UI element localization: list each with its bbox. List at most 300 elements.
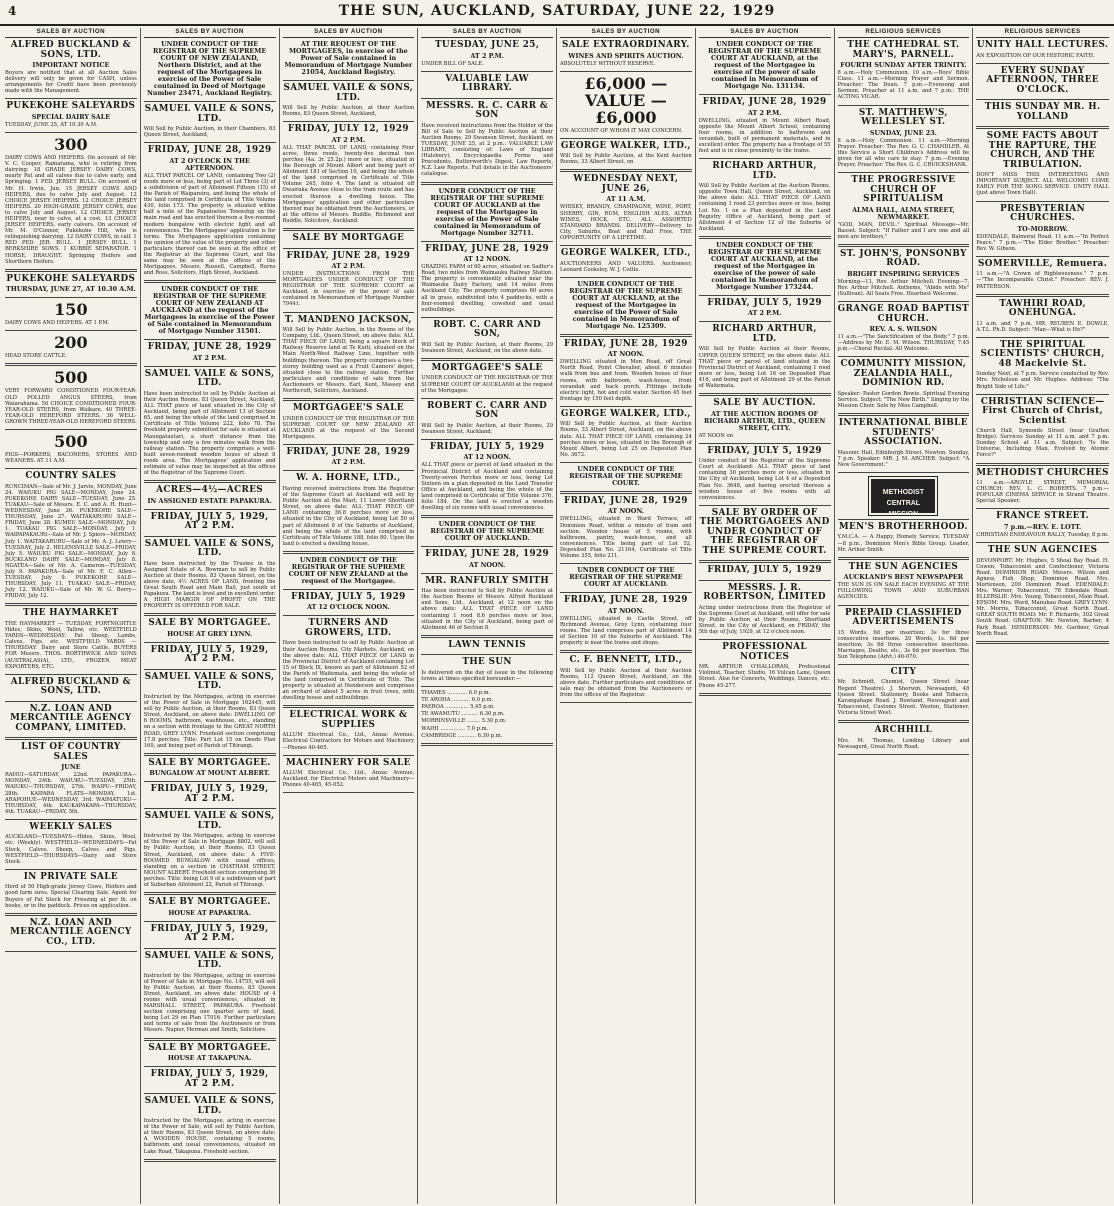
divider-rule — [560, 406, 692, 407]
advertisement — [838, 523, 970, 553]
column-heading: SALES BY AUCTION — [421, 28, 553, 38]
ad-body: TUESDAY, JUNE 25, AT 10.30 A.M. — [5, 121, 98, 128]
ad-subheading: AT 2 P.M. — [192, 353, 227, 362]
ad-body: DWELLING, situated in Ward Terrace, off Dominion Road, within a minute of tram and section. Wooden house of 5 rooms, with bathroom, pantry, wash-house, and all conveniences. Title being part of Lot 52, Deposited Plan No. 21164, Certificate of Title Volume 355, folio 211. — [560, 516, 692, 559]
ad-subheading: HOUSE AT TAKAPUNA. — [167, 1054, 252, 1063]
divider-rule — [560, 334, 692, 337]
ad-body: AN EXPOSITION OF OUR HISTORIC FAITH. — [976, 52, 1095, 59]
ad-body: CHRISTIAN ENDEAVOUR RALLY, Tuesday, 8 p.m. — [976, 531, 1109, 538]
ad-heading: SALE BY MORTGAGEE. — [148, 897, 271, 908]
divider-rule — [5, 819, 137, 820]
ad-body: Will Sell by Public Auction at the Auction Rooms, opposite Town Hall, Queen Street, Auckland, on the above date: ALL THAT PIECE OF LAND containing 1 rood 23 perches more or less, being Lot No. 1 on a Plan deposited in the Land Registry Office at Auckland, being part of Allotment 4 of Section 12 of the Suburbs of Auckland. — [698, 183, 831, 232]
divider-rule — [5, 869, 137, 870]
column-heading: SALES BY AUCTION — [5, 28, 137, 38]
ad-heading: THE PROGRESSIVE CHURCH OF SPIRITUALISM — [851, 175, 956, 205]
divider-rule — [144, 366, 276, 367]
delivery-time-item: CAMBRIDGE ........... 6.30 p.m. — [421, 732, 503, 739]
ad-body: UNDER BILL OF SALE. — [421, 60, 484, 67]
ad-heading: ROBT. C. CARR AND SON, — [433, 319, 541, 340]
ad-heading: THIS SUNDAY MR. H. YOLLAND — [984, 102, 1101, 122]
divider-rule — [699, 158, 831, 159]
divider-rule — [283, 792, 415, 793]
ad-body: Instructed by the Mortgagee, acting in exercise of the Power of Sale, will sell by Public Auction, at their Rooms, 83 Queen Street, on above date: A WOODEN HOUSE, containing 5 rooms, bathroom and usual conveniences, situated on Lake Road, Takapuna. Freehold section. — [143, 1118, 276, 1155]
divider-rule — [144, 892, 276, 895]
divider-rule — [144, 480, 276, 483]
divider-rule — [976, 99, 1109, 100]
advertisement — [976, 398, 1109, 459]
advertisement — [5, 41, 137, 94]
ad-subheading: AT 12 O'CLOCK NOON. — [306, 603, 390, 612]
ad-heading: COMMUNITY MISSION, ZEALANDIA HALL, DOMINION RD. — [840, 359, 967, 389]
advertisement — [144, 1044, 276, 1063]
divider-rule — [560, 702, 692, 703]
divider-rule — [976, 542, 1109, 543]
ad-body: Have been instructed to sell by Public Auction at their Auction Rooms, City Markets, Auckland, on the above date: ALL THAT PIECE OF LAND in the Provincial District of Auckland containing Lot 15 of Block IX, known as part of Allotment 52 of the Parish of Waitemata, and being the whole of the land comprised in Certificate of Title. The property is situated at Henderson and comprises an orchard of about 5 acres in fruit trees, with dwelling house and outbuildings. — [282, 640, 415, 702]
advertisement — [5, 334, 137, 359]
divider-rule — [699, 295, 831, 296]
ad-subheading: THURSDAY, JUNE 27, AT 10.30 A.M. — [5, 285, 136, 294]
ad-subheading: SUNDAY, JUNE 23. — [869, 128, 937, 137]
divider-rule — [283, 589, 415, 590]
delivery-time-item: WAIHI ............... 7.0 p.m. — [421, 725, 489, 732]
advertisement — [838, 360, 970, 409]
advertisement — [976, 205, 1109, 252]
ad-body: ALL THAT piece or parcel of land situated in the Provincial District of Auckland and containing Twenty-seven Perches more or less, being Lot Sixteen on a plan deposited in the Land Transfer Office at Auckland, and being the whole of the land comprised in Certificate of Title Volume 376, folio 184. On the land is erected a wooden dwelling of six rooms with usual conveniences. — [421, 462, 553, 512]
delivery-times-list — [421, 690, 553, 739]
newspaper-column — [141, 28, 280, 1204]
advertisement — [5, 823, 137, 865]
ad-heading: ALFRED BUCKLAND & SONS, LTD. — [10, 676, 131, 697]
advertisement — [838, 250, 970, 297]
advertisement — [976, 341, 1109, 390]
advertisement — [283, 448, 415, 467]
ad-body: PIGS—PORKERS, BACONERS, STORES AND WEANERS. AT 11 A.M. — [5, 452, 137, 465]
divider-rule — [421, 358, 553, 361]
ad-heading: WEEKLY SALES — [29, 821, 113, 832]
divider-rule — [283, 248, 415, 249]
divider-rule — [283, 755, 415, 756]
divider-rule — [699, 94, 831, 95]
ad-body: DWELLING situated in Mon Road, off Great North Road, Point Chevalier, about 6 minutes walk from bus and tram. Wooden house of four rooms, with bathroom, wash-house, front verandah and back porch. Fittings include electric light, hot and cold water. Section 45 feet frontage by 150 feet depth. — [560, 359, 692, 402]
ad-heading: THE CATHEDRAL ST. MARY'S, PARNELL. — [847, 40, 960, 60]
ad-heading: FRIDAY, JULY 5, 1929 — [429, 441, 545, 452]
ad-heading: SOMERVILLE, Remuera. — [978, 258, 1108, 269]
advertisement — [838, 563, 970, 601]
advertisement — [5, 919, 137, 948]
ad-heading: N.Z. LOAN AND MERCANTILE AGENCY CO., LTD. — [10, 917, 132, 947]
ad-subheading: AT 2 P.M. — [747, 108, 782, 117]
ad-body: 11 a.m.—"A Crown of Righteousness." 7 p.m.—"The Incomparable Christ." Preacher: REV. J. PATTERSON. — [976, 271, 1109, 290]
ad-body: WHISKY, BRANDY, CHAMPAGNE, WINE, PORT, SHERRY, GIN, RUM, ENGLISH ALES, ALTAR WINES, HOCK, ETC. ALL ASSORTED STANDARD BRANDS. DELIVERY—Delivery to City, Suburbs, Boat and Rail Free. THE OPPORTUNITY OF A LIFETIME. — [560, 204, 692, 241]
ad-heading: PUKEKOHE SALEYARDS — [6, 101, 136, 112]
divider-rule — [5, 603, 137, 606]
advertisement — [838, 305, 970, 352]
advertisement — [5, 873, 137, 909]
advertisement — [283, 84, 415, 117]
masthead — [0, 0, 1114, 26]
divider-rule — [144, 1159, 276, 1162]
ad-heading: ALFRED BUCKLAND & SONS, LTD. — [10, 40, 131, 60]
ad-body: Will Sell by Public Auction, at the Kent Auction Rooms, 33 Albert Street, on — [560, 153, 692, 166]
ad-heading: FRIDAY, JULY 5, 1929, AT 2 P.M. — [150, 511, 269, 532]
ad-body: Will Sell by Public Auction, in the Rooms of the Company, Ltd., Queen Street, on above date: ALL THAT PIECE OF LAND, being a square block of Railway Reserve land at Te Kuiti, situated on the Main North-West Railway Line, together with buildings thereon. The property comprises a two-storey building used as a Fruit Canners' depot, situated close to the railway station. Further particulars and conditions of sale from the Auctioneers or Messrs. Earl, Kent, Massey and Northcroft, Solicitors, Auckland. — [282, 327, 415, 394]
advertisement — [5, 369, 137, 425]
ad-subheading: IN ASSIGNED ESTATE PAPAKURA. — [147, 496, 272, 505]
advertisement — [560, 567, 692, 588]
ad-body: Instructed by the Mortgagee, acting in exercise of the Power of Sale in Mortgage 162445, will sell by Public Auction, at their Rooms, 83 Queen Street, Auckland, on above date: DWELLING OF 6 ROOMS, bathroom, washhouse, etc., standing on a section with frontage to the GREAT NORTH ROAD, GREY LYNN. Freehold section comprising 17.8 perches. Title: Part Lot 15 on Deeds Plan 160, and being part of Parish of Titirangi. — [143, 693, 276, 749]
divider-rule — [560, 169, 692, 172]
ad-body: Will Sell by Public Auction, in their Chambers, 83 Queen Street, Auckland, — [143, 126, 276, 139]
divider-rule — [699, 393, 831, 396]
ad-subheading: TO-MORROW. — [1017, 224, 1068, 233]
advertisement — [283, 759, 415, 789]
divider-rule — [699, 505, 831, 506]
divider-rule — [838, 105, 970, 106]
ad-subheading: HOUSE AT GREY LYNN. — [167, 629, 253, 638]
delivery-time-item: TE AROHA ........... 6.0 p.m. — [421, 697, 494, 704]
advertisement — [283, 474, 415, 546]
divider-rule — [976, 508, 1109, 509]
advertisement — [976, 260, 1109, 290]
ad-heading: GRANGE ROAD BAPTIST CHURCH. — [837, 304, 970, 324]
divider-rule — [976, 256, 1109, 257]
advertisement — [699, 643, 831, 688]
divider-rule — [421, 686, 553, 687]
advertisement — [5, 102, 137, 128]
ad-heading: N.Z. LOAN AND MERCANTILE AGENCY COMPANY, LIMITED. — [10, 703, 132, 733]
ad-body: ON ACCOUNT OF WHOM IT MAY CONCERN. — [560, 127, 683, 134]
ad-heading: T. MANDENO JACKSON, — [284, 314, 412, 325]
ad-heading: FRIDAY, JUNE 28, 1929 — [286, 250, 411, 261]
advertisement — [699, 242, 831, 291]
ad-body: Acting under instructions from the Registrar of the Supreme Court at Auckland, will offer for sale by Public Auction at their Rooms, Shortland Street, in the City of Auckland, on FRIDAY, the 5th day of July, 1929, at 12 o'clock noon. — [698, 604, 831, 636]
advertisement — [560, 281, 692, 330]
ad-subheading: REV. A. S. WILSON — [869, 325, 938, 334]
advertisement — [144, 146, 276, 276]
divider-rule — [5, 737, 137, 740]
ad-subheading: AUCKLAND'S BEST NEWSPAPER — [843, 573, 964, 582]
ad-body: 15 Words, 6d per insertion; 3s for three consecutive insertions. 20 Words, 1s. 6d per insertion; 3s 6d three consecutive insertions. Marriages, Deaths, etc., 3s 6d per insertion. The Sun Telephone (Advt.) 46-070. — [837, 629, 970, 660]
advertisement — [421, 402, 553, 435]
ad-heading: MACHINERY FOR SALE — [286, 757, 411, 768]
ad-heading: COUNTRY SALES — [25, 471, 117, 482]
divider-rule — [5, 701, 137, 702]
ad-body: UNDER CONDUCT OF THE REGISTRAR OF THE SUPREME COURT OF AUCKLAND at the request of the Mortgagee. — [421, 375, 553, 394]
ad-heading: SAMUEL VAILE & SONS, LTD. — [144, 950, 275, 971]
divider-rule — [699, 443, 831, 444]
ad-heading: MESSRS. R. C. CARR & SON — [425, 100, 549, 121]
ad-heading: SAMUEL VAILE & SONS, LTD. — [144, 104, 275, 124]
divider-rule — [699, 693, 831, 696]
divider-rule — [421, 635, 553, 638]
advertisement — [976, 41, 1109, 59]
ad-heading: EVERY SUNDAY AFTERNOON, THREE O'CLOCK. — [986, 65, 1099, 95]
advertisement — [976, 132, 1109, 196]
divider-rule — [560, 138, 692, 139]
ad-heading: SALE BY MORTGAGEE. — [148, 618, 271, 629]
ad-heading: LAWN TENNIS — [448, 639, 526, 650]
ad-heading: THE SPIRITUAL SCIENTISTS' CHURCH, 48 Mackelvie St. — [980, 339, 1105, 369]
ad-heading: FRIDAY, JULY 5, 1929 — [707, 565, 822, 576]
ad-subheading: UNDER CONDUCT OF THE REGISTRAR OF THE SUPREME COURT OF NEW ZEALAND at the request of the Mortgagee. — [288, 555, 409, 585]
advertisement — [283, 316, 415, 395]
advertisement — [283, 125, 415, 224]
advertisement — [699, 399, 831, 439]
ad-subheading: JUNE — [61, 763, 81, 772]
ad-heading: SAMUEL VAILE & SONS, LTD. — [144, 811, 275, 831]
advertisement — [699, 566, 831, 576]
column-heading: RELIGIOUS SERVICES — [976, 28, 1109, 38]
advertisement — [421, 521, 553, 542]
divider-rule — [976, 394, 1109, 395]
ad-heading: UNITY HALL LECTURES. — [976, 40, 1109, 51]
ad-body: Herd of 50 High-grade Jersey Cows, Heifers and good farm sires. Special Clearing Sale. Agent for Buyers of Fat Stock for Freezing at per lb. on hooks, or in the paddock. Prices on application. — [5, 884, 137, 909]
ad-subheading: AT 12 NOON. — [463, 255, 511, 264]
newspaper-column — [557, 28, 696, 1204]
advertisement — [560, 340, 692, 402]
advertisement — [5, 705, 137, 734]
divider-rule — [976, 201, 1109, 202]
divider-rule — [976, 294, 1109, 297]
newspaper-column — [835, 28, 974, 1204]
advertisement — [144, 952, 276, 1034]
ad-subheading: BUNGALOW AT MOUNT ALBERT. — [149, 769, 270, 778]
newspaper-title: THE SUN, AUCKLAND, SATURDAY, JUNE 22, 1929 — [338, 3, 776, 19]
ad-heading: SAMUEL VAILE & SONS, LTD. — [144, 1096, 275, 1116]
ad-subheading: AT 2 P.M. — [470, 51, 504, 60]
ad-subheading: 7 p.m.—REV. E. LOTT. — [1003, 522, 1082, 531]
ad-body: THE HAYMARKET — TUESDAY, FORTNIGHTLY: Hides, Skins, Wool, Tallow, etc. WESTFIELD YARDS—WEDNESDAY: Fat Sheep, Lambs, Calves, Pigs, etc. WESTFIELD YARDS — THURSDAY: Dairy and Store Cattle. BUYERS FOR Messrs. THOS. BORTHWICK AND SONS (AUSTRALASIA), LTD., FROZEN MEAT EXPORTERS, ETC. — [5, 620, 137, 670]
newspaper-column — [973, 28, 1112, 1204]
ad-heading: ELECTRICAL WORK & SUPPLIES — [289, 710, 408, 730]
advertisement — [144, 619, 276, 638]
divider-rule — [421, 241, 553, 242]
advertisement — [5, 472, 137, 599]
advertisement — [976, 67, 1109, 96]
divider-rule — [421, 515, 553, 518]
divider-rule — [5, 674, 137, 675]
advertisement — [838, 726, 970, 750]
ad-heading: SAMUEL VAILE & SONS, LTD. — [144, 538, 275, 559]
advertisement — [144, 540, 276, 610]
divider-rule — [5, 429, 137, 430]
divider-rule — [838, 244, 970, 247]
advertisement — [838, 668, 970, 716]
ad-body: UNDER CONDUCT OF THE REGISTRAR OF THE SUPREME COURT OF NEW ZEALAND AT AUCKLAND at the request of the Second Mortgagees. — [282, 415, 415, 440]
advertisement — [560, 656, 692, 698]
mission-logo: METHODIST CENTRAL MISSION — [871, 479, 935, 513]
ad-heading: MEN'S BROTHERHOOD. — [838, 521, 968, 532]
ad-heading: MORTGAGEE'S SALE — [431, 362, 543, 373]
advertisement — [283, 41, 415, 76]
advertisement — [560, 249, 692, 273]
advertisement — [5, 433, 137, 464]
ad-heading: C. F. BENNETT, LTD., — [569, 655, 683, 666]
ad-body: Mrs. M. Thomas, Lending Library and Newsagent, Great North Road. — [837, 737, 970, 750]
divider-rule — [283, 121, 415, 122]
advertisement — [5, 743, 137, 815]
divider-rule — [976, 641, 1109, 644]
advertisement — [976, 469, 1109, 505]
advertisement — [5, 275, 137, 294]
ad-heading: SOME FACTS ABOUT THE RAPTURE, THE CHURCH, AND THE TRIBULATION. — [986, 131, 1099, 170]
divider-rule — [976, 337, 1109, 338]
ad-subheading: UNDER CONDUCT OF THE REGISTRAR OF THE SUPREME COURT AT AUCKLAND. — [569, 566, 683, 589]
ad-body: Have received instructions from the Holder of the Bill of Sale to Sell by Public Auction at their Auction Rooms, 29 Swanson Street, Auckland, on TUESDAY, JUNE 25, at 2 p.m.: VALUABLE LAW LIBRARY, consisting of: Laws of England (Halsbury), Encyclopaedia Forms and Precedents, Butterworth's Digest, Law Reports, N.Z. Law Reports. Full details in the Auctioneers' catalogue. — [421, 122, 553, 178]
divider-rule — [838, 664, 970, 665]
divider-rule — [560, 650, 692, 653]
ad-heading: VALUABLE LAW LIBRARY. — [445, 73, 529, 94]
divider-rule — [144, 280, 276, 283]
advertisement — [838, 109, 970, 168]
ad-heading: SALE BY AUCTION. — [713, 398, 816, 409]
ad-heading: MORTGAGEE'S SALE — [292, 403, 404, 414]
ad-subheading: HOUSE AT PAPAKURA. — [168, 908, 251, 917]
advertisement — [144, 1070, 276, 1089]
advertisement — [283, 557, 415, 585]
advertisement — [838, 176, 970, 240]
divider-rule — [838, 301, 970, 302]
advertisement — [144, 759, 276, 778]
advertisement — [144, 343, 276, 362]
ad-heading: FRIDAY, JULY 5, 1929, AT 2 P.M. — [150, 644, 269, 665]
advertisement — [144, 513, 276, 532]
ad-heading: THE HAYMARKET — [23, 608, 119, 619]
ad-heading: FRIDAY, JULY 5, 1929, AT 2 P.M. — [150, 1069, 269, 1089]
divider-rule — [283, 615, 415, 616]
divider-rule — [838, 356, 970, 357]
ad-subheading: UNDER CONDUCT OF THE REGISTRAR OF THE SUPREME COURT AT AUCKLAND, at the request of the Mortgagee in exercise of the power of sale contained in Memorandum of Mortgage Number 173244. — [708, 240, 822, 291]
advertisement — [699, 325, 831, 389]
advertisement — [283, 234, 415, 244]
divider-rule — [838, 472, 970, 473]
column-heading: SALES BY AUCTION — [560, 28, 692, 38]
ad-subheading: ALMA HALL, ALMA STREET, NEWMARKET. — [852, 205, 955, 221]
ad-heading: MR. RANFURLY SMITH — [425, 575, 550, 586]
advertisement — [144, 898, 276, 917]
advertisement — [560, 175, 692, 241]
advertisement — [699, 584, 831, 635]
divider-rule — [421, 398, 553, 399]
ad-heading: THE SUN AGENCIES — [987, 545, 1098, 556]
ad-body: Have been instructed to sell by Public Auction at their Auction Rooms, 83 Queen Street, Auckland, ALL THAT piece of land situated in the City of Auckland, being part of Allotment 13 of Section 65, and being the whole of the land comprised in Certificate of Title Volume 222, folio 78. The freehold property submitted for sale is situated at Maungatautari, a short distance from the township and only a few minutes walk from the railway station. The property comprises a well-built seven-roomed wooden house of about 8 roods area. The Mortgagees' application and estimate of value may be inspected at the offices of the Registrar of the Supreme Court. — [143, 390, 276, 477]
ad-heading: INTERNATIONAL BIBLE STUDENTS' ASSOCIATION. — [838, 418, 968, 448]
divider-rule — [976, 463, 1109, 466]
divider-rule — [421, 573, 553, 574]
ad-body: 8 a.m.—Holy Communion. 11 a.m.—Morning Prayer. Preacher: The Rev. G. C. CHANDLER. At this Service a Short Children's Address will be given for all who care to stay. 7 p.m.—Evening Prayer. Preacher: The Rev. G. C. CRUICKSHANK. — [837, 137, 970, 168]
ad-heading: FRIDAY, JUNE 28, 1929 — [563, 338, 688, 349]
divider-rule — [5, 913, 137, 916]
advertisement — [421, 321, 553, 354]
delivery-time-item: TE AWAMUTU .......... 6.30 p.m. — [421, 711, 505, 718]
divider-rule — [421, 743, 553, 746]
ad-body: Will Sell by Public Auction, at their Rooms, 29 Swanson Street, Auckland, on the above date. — [421, 341, 553, 354]
ad-body: Morning—11, Rev. Arthur Mitchell. Evening—7, Rev. Arthur Mitchell. Anthems, "Abide with Me" (Sullivan). All Seats Free. Heartiest Welcome. — [837, 278, 970, 297]
delivery-time-item: THAMES ............ 6.0 p.m. — [421, 690, 491, 697]
advertisement — [976, 103, 1109, 122]
ad-body: DON'T MISS THIS INTERESTING AND IMPORTANT SUBJECT. ALL WELCOME! COME EARLY FOR THE SONG SERVICE. UNITY HALL (just above Town Hall). — [976, 172, 1109, 197]
divider-rule — [144, 781, 276, 782]
ad-subheading: AT NOON. — [607, 606, 644, 615]
ad-heading: TAWHIRI ROAD, ONEHUNGA. — [999, 298, 1086, 319]
ad-heading: SALE BY ORDER OF THE MORTGAGEES AND UNDER CONDUCT OF THE REGISTRAR OF THE SUPREME COURT. — [699, 507, 830, 556]
newspaper-column — [2, 28, 141, 1204]
advertisement — [838, 419, 970, 468]
divider-rule — [838, 605, 970, 606]
ad-body: ALLUM Electrical Co., Ltd., Anzac Avenue, Auckland, for Electrical Motors and Machinery—Phones 40-465, 45-052. — [282, 770, 415, 789]
advertisement — [699, 162, 831, 232]
advertisement — [838, 609, 970, 660]
ad-subheading: AT 2 P.M. — [331, 262, 366, 270]
ad-heading: GEORGE WALKER, LTD., — [560, 248, 691, 259]
ad-large-figure: 500 — [54, 432, 88, 451]
ad-heading: FRIDAY, JUNE 28, 1929 — [147, 145, 272, 156]
ad-subheading: AT THE AUCTION ROOMS OF RICHARD ARTHUR, LTD., QUEEN STREET, CITY. — [704, 409, 826, 432]
divider-rule — [560, 462, 692, 463]
ad-body: Has been instructed to Sell by Public Auction at the Auction Rooms of Messrs. Alfred Buckland and Sons, Ltd., Auckland, at 12 noon on the above date: ALL THAT PIECE OF LAND containing 1 rood 8.6 perches more or less, situated in the City of Auckland, being part of Allotment 46 of Section 8. — [421, 588, 553, 631]
ad-body: Church Hall, Symonds Street (near Grafton Bridge). Services Sunday at 11 a.m. and 7 p.m. Sunday School at 11 a.m. Subject: "Is the Universe, Including Man, Evolved by Atomic Force?" — [976, 428, 1109, 459]
ad-heading: FRIDAY, JUNE 28, 1929 — [425, 549, 550, 560]
advertisement — [421, 188, 553, 237]
page-number: 4 — [8, 4, 17, 18]
ad-body: Speaker: Pastor Gordon Bowie. Spiritual Evening Service. Subject: "The New Birth." Singing by the Mission Choir. Solo by Miss Campbell. — [837, 390, 970, 410]
ad-body: Sunday Next, at 7 p.m. Service conducted by Rev. Mrs. Nicholson and Mr. Hughes. Address: "The Bright Side of Life." — [976, 371, 1109, 390]
ad-body: Under conduct of the Registrar of the Supreme Court at Auckland: ALL THAT piece of land containing 30 perches more or less, situated in the City of Auckland, being Lot 4 of a Deposited Plan No. 3648, and having erected thereon a wooden house of five rooms with all conveniences. — [698, 458, 831, 501]
divider-rule — [560, 277, 692, 278]
ad-body: DAIRY COWS AND HEIFERS. AT 1 P.M. — [5, 320, 110, 327]
advertisement — [144, 486, 276, 505]
divider-rule — [283, 80, 415, 81]
divider-rule — [560, 491, 692, 494]
ad-body: DEVONPORT: Mr. Hughes, 5 Shoal Bay Road. H. Cowen, Tobacconist and Confectioner, Victoria Road. DOMINION ROAD: Messrs. Wilson and Agnew, Fish Shop, Dominion Road. Mrs. Mortensen, 209 Dominion Road. EDENDALE: Mrs. Warner, Tobacconist, 78 Edendale Road. ELLERSLIE: Mrs. Young, Tobacconist, Main Road. EPSOM: Mrs. Ward, Manukau Road. GREY LYNN: Mr. Morris, Tobacconist, Great North Road. GREAT SOUTH ROAD: Mr. F. Richards, 302 Great South Road. GRAFTON: Mr. Newton, Barber, 4 Park Road. HENDERSON: Mr. Gardner, Great North Road. — [976, 557, 1109, 637]
newspaper-column — [696, 28, 835, 1204]
divider-rule — [144, 536, 276, 537]
advertisement — [421, 41, 553, 67]
advertisement — [421, 75, 553, 94]
ad-subheading: AT 12 NOON. — [463, 453, 511, 462]
ad-body: DWELLING, situated in Mount Albert Road, opposite the Mount Albert School, containing four rooms, in addition to bathroom and verandah, built of permanent materials, and in excellent order. The property has a frontage of 55 feet and is in close proximity to the trams. — [698, 117, 831, 155]
advertisement — [421, 443, 553, 511]
column-heading: SALES BY AUCTION — [699, 28, 831, 38]
ad-body: GRAZING FARM of 60 acres, situated on Sadler's Road, two miles from Waimauku Railway Station. The property is conveniently situated near the Waimauku Dairy Factory, and 14 miles from Auckland City. The property comprises 60 acres all in grass, subdivided into 4 paddocks, with a four-roomed dwelling, cowshed and usual outbuildings. — [421, 264, 553, 313]
divider-rule — [144, 921, 276, 922]
ad-body: Instructed by the Mortgagee, acting in exercise of the Power of Sale in Mortgage 8802, will sell by Public Auction, at their Rooms, 83 Queen Street, Auckland, on above date: A FIVE-ROOMED BUNGALOW with usual offices, standing on a section in CHATHAM STREET, MOUNT ALBERT. Freehold section comprising 36 perches. Title: being Lot 9 of a subdivision of part of Suburban Allotment 22, Parish of Titirangi. — [143, 833, 276, 889]
divider-rule — [283, 470, 415, 471]
advertisement — [699, 41, 831, 90]
ad-heading: PUKEKOHE SALEYARDS — [6, 273, 136, 284]
advertisement — [283, 619, 415, 701]
ad-body: Buyers are notified that at all Auction Sales delivery will only be given for CASH, unless arrangements for Credit have been previously made with the Management. — [5, 70, 137, 95]
ad-body: AUCKLAND—TUESDAYS—Hides, Skins, Wool, etc. (Weekly). WESTFIELD—WEDNESDAYS—Fat Stock, Calves, Sheep, Calves and Pigs. WESTFIELD—THURSDAYS—Dairy and Store Stock. — [5, 834, 137, 865]
ad-body: 11 a.m.—ARGYLE STREET, MEMORIAL CHURCH: REV. L. C. ROBERTS. 7 p.m.—POPULAR CINEMA SERVICE in Strand Theatre. Special Speaker. — [976, 480, 1109, 505]
divider-rule — [283, 705, 415, 708]
divider-rule — [283, 228, 415, 231]
divider-rule — [144, 1038, 276, 1041]
divider-rule — [976, 126, 1109, 129]
advertisement — [699, 299, 831, 318]
divider-rule — [144, 1066, 276, 1067]
ad-subheading: UNDER CONDUCT OF THE REGISTRAR OF THE SUPREME COURT OF NEW ZEALAND AT AUCKLAND at the request of the Mortgagees in exercise of the Power of Sale contained in Memorandum of Mortgage Number 31501. — [144, 285, 275, 336]
divider-rule — [144, 642, 276, 643]
ad-body: THE SUN IS ON SALE EACH EVENING AT THE FOLLOWING TOWN AND SUBURBAN AGENCIES. — [837, 582, 970, 601]
advertisement — [560, 75, 692, 134]
ad-body: UNDER INSTRUCTIONS FROM THE MORTGAGEES UNDER CONDUCT OF THE REGISTRAR OF THE SUPREME COURT at Auckland, in exercise of the power of sale contained in Memorandum of Mortgage Number 79441. — [282, 271, 415, 308]
divider-rule — [144, 808, 276, 809]
ad-heading: SALE BY MORTGAGEE. — [148, 757, 271, 768]
divider-rule — [976, 63, 1109, 64]
ad-subheading: AT 2 P.M. — [331, 458, 366, 467]
advertisement — [421, 658, 553, 682]
